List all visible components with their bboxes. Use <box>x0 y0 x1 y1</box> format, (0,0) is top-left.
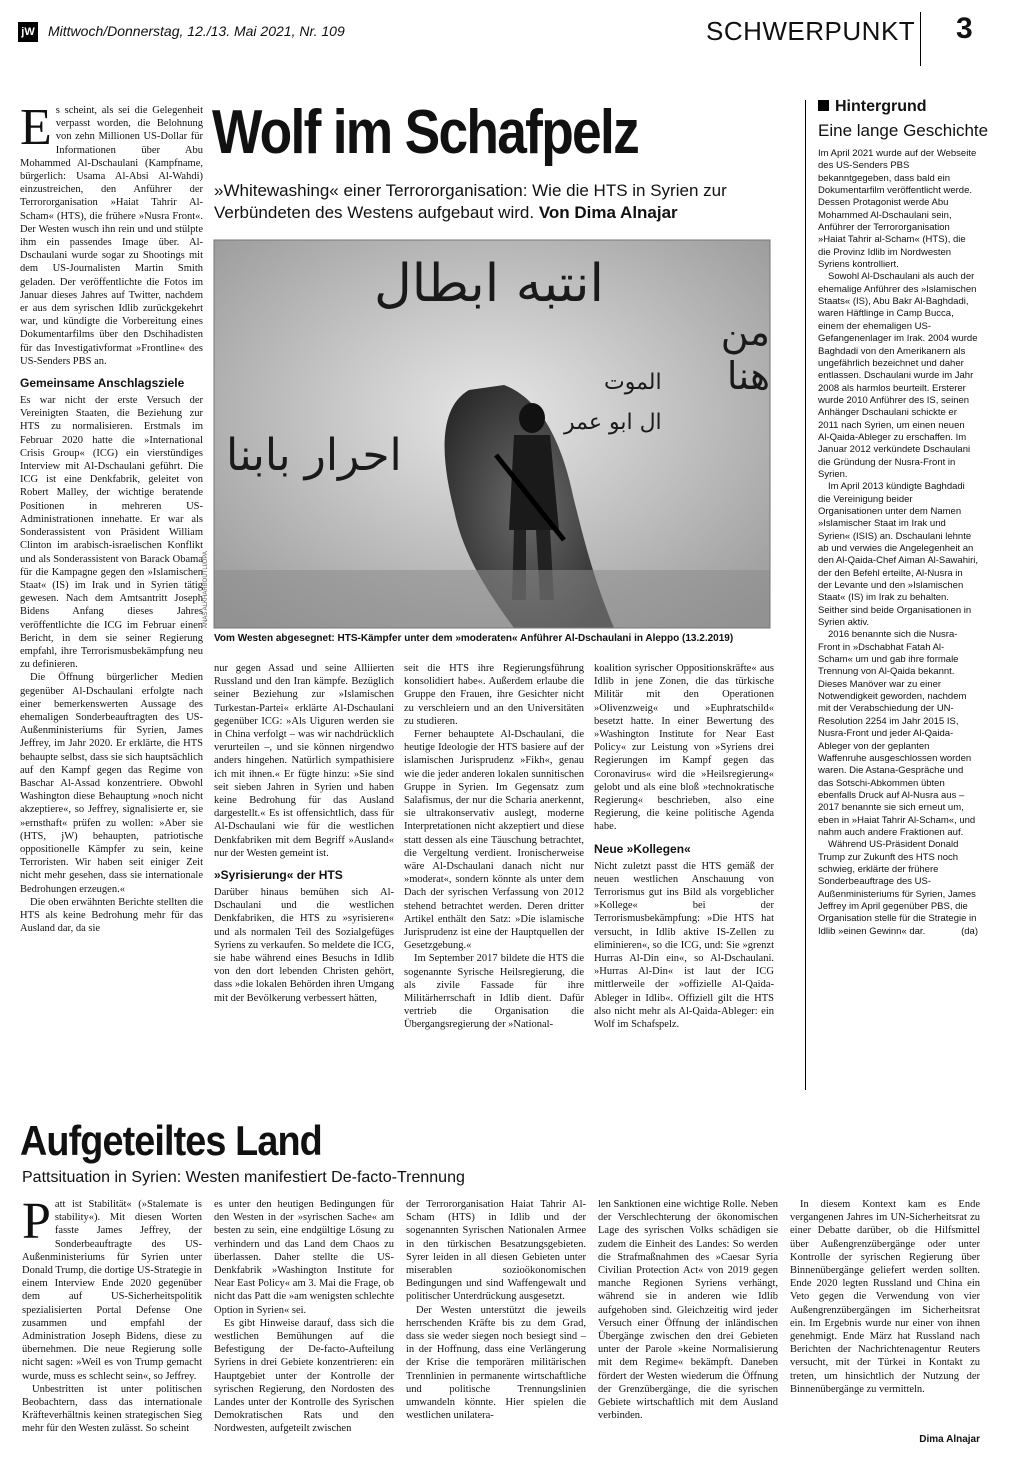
headline: Wolf im Schafpelz <box>212 98 639 167</box>
photo-caption: Vom Westen abgesegnet: HTS-Kämpfer unter dem »moderaten« Anführer Al-Dschaulani in Aleppo (13.2.2019) <box>214 633 734 644</box>
paragraph: Im April 2021 wurde auf der Webseite des US-Senders PBS bekanntgegeben, dass bald ein Dokumentarfilm veröffentlicht werde. Dessen Protagonist werde Abu Mohammed Al-Dschaulani sein, Anführer der Terrororganisation »Haiat Tahrir al-Scham« (HTS), die die Provinz Idlib im Nordwesten Syriens kontrolliert. <box>818 148 977 271</box>
sidebar-kicker-text: Hintergrund <box>835 98 927 115</box>
paragraph: Es gibt Hinweise darauf, dass sich die westlichen Bemühungen auf die Befestigung der De-facto-Aufteilung Syriens in drei Gebiete konzentrieren: ein Hauptgebiet unter der Kontrolle der syrischen Regierung, den Nordosten des Landes unter der Kontrolle des Syrischen Demokratischen Rats und den Nordwesten, aufgeteilt zwischen <box>214 1317 394 1435</box>
paragraph: koalition syrischer Oppositionskräfte« aus Idlib in jene Zonen, die das türkische Militär mit den Operationen »Olivenzweig« und »Euphratschild« besetzt hatte. In einer Bewertung des »Washington Institute for Near East Policy« zur Leistung von »Syriens drei Regierungen im Kampf gegen das Coronavirus« wird die »Heilsregierung« gelobt und als eine bloß »technokratische Regierung« beschrieben, also eine Regierung, die keine politische Agenda habe. <box>594 663 774 833</box>
paragraph: In diesem Kontext kam es Ende vergangenen Jahres im UN-Sicherheitsrat zu einer Debatte darüber, ob die Hilfsmittel über Außengrenzübergänge oder unter Kontrolle der syrischen Regierung über Binnenübergänge geliefert werden sollten. Ende 2020 legten Russland und China ein Veto gegen die Verwendung von vier Außengrenzübergängen im Sicherheitsrat ein. Im Ergebnis wurde nur einer von ihnen genehmigt. Ende März hat Russland nach Berichten der Nachrichtenagentur Reuters versucht, mit der Türkei in Kontakt zu treten, um hinsichtlich der Nutzung der Binnenübergänge zu vermitteln. <box>790 1199 980 1395</box>
section-label: SCHWERPUNKT <box>706 16 916 46</box>
paragraph: len Sanktionen eine wichtige Rolle. Neben der Verschlechterung der ökonomischen Lage des syrischen Volks schädigen sie zudem die Einheit des Landes: So werden die Strafmaßnahmen des »Caesar Syria Civilian Protection Act« von 2019 gegen manche Regionen Syriens verhängt, während sie in anderen wie Idlib aufgehoben sind. Gleichzeitig wird jeder Versuch einer Öffnung der inländischen Übergänge zwischen den drei Gebieten unter der Parole »keine Normalisierung mit dem Regime« bekämpft. Daneben fördert der Westen wiederum die Öffnung der Grenzübergänge, die die syrischen Gebiete wirtschaftlich mit dem Ausland verbinden. <box>598 1199 778 1422</box>
graffiti-line: احرار بابنا <box>226 430 402 481</box>
paragraph: Nicht zuletzt passt die HTS gemäß der neuen westlichen Anschauung von Terrorismus gut ins Bild als vorgeblicher »Kollege« bei der Terrorismusbekämpfung: »Die HTS hat versucht, in Idlib aktive IS-Zellen zu eliminieren«, so die ICG, und: Sie »grenzt Hurras Al-Din ein«, so Al-Dschaulani. »Hurras Al-Din« ist laut der ICG mittlerweile der »offizielle Al-Qaida-Ableger in Idlib«. Offiziell gilt die HTS also nicht mehr als Al-Qaida-Ableger: ein Wolf im Schafspelz. <box>594 860 774 1031</box>
article2-column-3 <box>406 1198 586 1423</box>
sidebar-title: Eine lange Geschichte <box>818 121 989 140</box>
sidebar-body <box>818 148 978 1082</box>
subheading: »Syrisierung« der HTS <box>214 868 343 883</box>
subheading: Neue »Kollegen« <box>594 841 691 856</box>
graffiti-line: من هنا <box>720 310 770 398</box>
article1-column-1 <box>20 99 203 1092</box>
graffiti-line: الموت <box>604 370 662 395</box>
square-bullet-icon <box>818 100 829 111</box>
article1-column-3 <box>404 662 584 1092</box>
paragraph: Die oben erwähnten Berichte stellten die HTS als keine Bedrohung mehr für das Ausland dar, da sie <box>20 896 203 935</box>
paragraph: seit die HTS ihre Regierungsführung konsolidiert habe«. Außerdem erlaube die Gruppe den Frauen, ihre Gesichter nicht zu verschleiern und an den Universitäten zu studieren. <box>404 663 584 727</box>
paragraph: der Terrororganisation Haiat Tahrir Al-Scham (HTS) in Idlib und der sogenannten Syrischen Nationalen Armee in den türkischen Besatzungsgebieten. Syrer leiden in all diesen Gebieten unter miserablen sozioökonomischen Bedingungen und sind Waffengewalt und politischer Unterdrückung ausgesetzt. <box>406 1199 586 1303</box>
article-photo <box>214 240 770 628</box>
article2-column-1 <box>22 1193 202 1435</box>
paragraph: Darüber hinaus bemühen sich Al-Dschaulani und die westlichen Denkfabriken, die HTS zu »syrisieren« und als normalen Teil des Sozialgefüges Syriens zu verkaufen. So meldete die ICG, sie habe während eines Besuchs in Idlib von den dort lebenden Christen gehört, dass »die lokalen Behörden ihren Umgang mit der Bevölkerung verbessert hätten, <box>214 887 394 1004</box>
article1-column-2 <box>214 662 394 1092</box>
paragraph: att ist Stabilität« (»Stalemate is stability«). Mit diesen Worten fasste James Jeffrey, der Sonderbeauftragte des US-Außenministeriums für Syrien unter Donald Trump, die dortige US-Strategie in einem Interview Ende 2020 gegenüber dem auf US-Sicherheitspolitik spezialisierten Portal Defense One zusammen und empfahl der Administration Joseph Bidens, diese zu übernehmen. Die neue Regierung solle nicht sagen: »Weil es von Trump gemacht wurde, muss es schlecht sein«, so Jeffrey. <box>22 1199 202 1382</box>
photo-credit: ANAS ALKHARBOUTLI/DPA <box>203 551 209 628</box>
paragraph: 2016 benannte sich die Nusra-Front in »Dschabhat Fatah Al-Scham« um und gab ihre formale Trennung von Al-Qaida bekannt. Dieses Manöver war zu einer Notwendigkeit geworden, nachdem mit der Verabschiedung der UN-Resolution 2254 im Jahr 2015 IS, Nusra-Front und jeder Al-Qaida-Ableger von der geplanten Waffenruhe ausgeschlossen worden waren. Die Astana-Gespräche und das Sotschi-Abkommen übten ebenfalls Druck auf Al-Nusra aus – 2017 benannte sie sich erneut um, eben in »Haiat Tahrir Al-Scham«, und nahm auch andere Fraktionen auf. <box>818 629 976 838</box>
paragraph <box>818 839 978 938</box>
masthead-logo: jW <box>18 22 38 42</box>
paragraph: Der Westen unterstützt die jeweils herrschenden Kräfte bis zu dem Grad, dass sie weder siegen noch besiegt sind – in der Hoffnung, dass eine Verlängerung der Krise die temporären militärischen Trennlinien in permanente wirtschaftliche und politische Trennungslinien umwandeln könnte. Hier spielen die westlichen unilatera- <box>406 1304 586 1422</box>
sidebar-signature: (da) <box>961 925 978 937</box>
byline: Dima Alnajar <box>919 1434 980 1445</box>
graffiti-line: انتبه ابطال <box>374 254 604 314</box>
paragraph: es unter den heutigen Bedingungen für den Westen in der »syrischen Sache« am besten zu sein, eine endgültige Lösung zu verhindern und das Land dem Chaos zu überlassen. Daher stellte die US-Denkfabrik »Washington Institute for Near East Policy« am 3. Mai die Frage, ob nicht das Patt die »am wenigsten schlechte Option in Syrien« sei. <box>214 1199 394 1316</box>
paragraph: Ferner behauptete Al-Dschaulani, die heutige Ideologie der HTS basiere auf der islamischen Jurisprudenz »Fikh«, genau wie die jeder anderen lokalen sunnitischen Gruppe in Syrien. Im Gegensatz zum Salafismus, der nur die Scharia anerkennt, sie ultrakonservativ auslegt, moderne Interpretationen nicht akzeptiert und diese statt dessen als eine Täuschung betrachtet, die Vergeltung verdient. Ironischerweise wäre Al-Dschaulani danach nicht nur »moderat«, sondern könnte als unter dem Dach der syrischen Verfassung von 2012 stehend betrachtet werden. Deren dritter Artikel enthält den Satz: »Die islamische Jurisprudenz ist eine der Hauptquellen der Gesetzgebung.« <box>404 729 584 952</box>
teaser-text: »Whitewashing« einer Terrororganisation: Wie die HTS in Syrien zur Verbündeten des Westens aufgebaut wird. <box>214 181 727 222</box>
paragraph: Im September 2017 bildete die HTS die sogenannte Syrische Heilsregierung, die als zivile Fassade für ihre Militärherrschaft in Idlib dient. Dafür vertrieb die Organisation die Übergangsregierung der »National- <box>404 953 584 1031</box>
headline: Aufgeteiltes Land <box>20 1117 322 1164</box>
byline: Von Dima Alnajar <box>538 203 678 222</box>
page-number: 3 <box>956 12 973 45</box>
sidebar-kicker <box>818 98 927 116</box>
teaser: Pattsituation in Syrien: Westen manifestiert De-facto-Trennung <box>22 1169 465 1186</box>
article1-column-4 <box>594 662 774 1092</box>
teaser <box>214 180 774 224</box>
dateline: Mittwoch/Donnerstag, 12./13. Mai 2021, Nr. 109 <box>48 23 345 39</box>
article2-column-5 <box>790 1198 980 1423</box>
paragraph-text: Während US-Präsident Donald Trump zur Zukunft des HTS noch schwieg, erklärte der frühere Sonderbeauftrage des US-Außenministeriums für Syrien, James Jeffrey im April gegenüber PBS, die Organisation stelle für die Strategie in Idlib »einen Gewinn« dar. <box>818 839 977 937</box>
dropcap: E <box>20 99 52 156</box>
paragraph: s scheint, als sei die Gelegenheit verpasst worden, die Belohnung von zehn Millionen US-Dollar für Informationen über Abu Mohammed Al-Dschaulani (Kampfname, bürgerlich: Usama Al-Absi Al-Wahdi) einzustreichen, den Anführer der Terrororganisation »Haiat Tahrir Al-Scham« (HTS), die frühere »Nusra Front«. Der Westen wusch ihn rein und und stülpte ihm ein passendes Image über. Al-Dschaulani wurde sogar zu Shootings mit dem US-Journalisten Martin Smith geladen. Der veröffentlichte die Fotos im Januar dieses Jahres auf Twitter, nachdem er aus dem syrischen Idlib zurückgekehrt war, und kündigte die Vorbereitung eines Dokumentarfilms über den Dschihadisten für das Investigativformat »Frontline« des US-Senders PBS an. <box>20 105 203 367</box>
sidebar-divider <box>805 100 806 1090</box>
subheading: Gemeinsame Anschlagsziele <box>20 376 185 391</box>
paragraph: nur gegen Assad und seine Alliierten Russland und den Iran kämpfe. Bezüglich seiner Beziehung zur »Islamischen Turkestan-Partei« erklärte Al-Dschaulani gegenüber ICG: »Als Uiguren werden sie in China verfolgt – was wir nachdrücklich verurteilen –, und sie können nirgendwo anders hingehen. Natürlich sympathisiere ich mit ihnen.« Er fügte hinzu: »Sie sind seit sieben Jahren in Syrien und haben keine Bedrohung für das Ausland dargestellt.« Es ist offensichtlich, dass für Al-Dschaulani wie für die westlichen Denkfabriken mit dem Begriff »Ausland« nur der Westen gemeint ist. <box>214 663 394 859</box>
article2-column-2 <box>214 1198 394 1435</box>
dropcap: P <box>22 1193 51 1250</box>
paragraph: Im April 2013 kündigte Baghdadi die Vereinigung beider Organisationen unter dem Namen »Islamischer Staat im Irak und Syrien« (ISIS) an. Dschaulani lehnte ab und verwies die Angelegenheit an den Al-Qaida-Chef Aiman Al-Sawahiri, der den Befehl erteilte, Al-Nusra in der Levante und den »Islamischen Staat« (IS) im Irak zu behalten. Seither sind beide Organisationen in Syrien aktiv. <box>818 481 978 629</box>
paragraph: Es war nicht der erste Versuch der Vereinigten Staaten, die Beziehung zur HTS zu normalisieren. Erstmals im Februar 2020 hatte die »International Crisis Group« (ICG) ein vierstündiges Interview mit Al-Dschaulani geführt. Die ICG ist eine Denkfabrik, geleitet von Robert Malley, der wichtige beratende Positionen in mehreren US-Administrationen innehatte. Er war als Sonderassistent von Präsident William Clinton im arabisch-israelischen Konflikt und als Sonderassistent von Barack Obama für die Kampagne gegen den »Islamischen Staat« (IS) im Irak und in Syrien tätig gewesen. Nach dem Amtsantritt Joseph Bidens Anfang dieses Jahres veröffentlichte die ICG im Februar einen Bericht, in dem sie seiner Regierung empfahl, ihre Terrorismusbekämpfung neu zu definieren. <box>20 395 203 671</box>
paragraph: Sowohl Al-Dschaulani als auch der ehemalige Anführer des »Islamischen Staats« (IS), Abu Bakr Al-Baghdadi, waren Häftlinge in Camp Bucca, einem der ehemaligen US-Gefangenenlager im Irak. 2004 wurde Baghdadi von den Amerikanern als ungefährlich bezeichnet und daher entlassen. Dschaulani wurde im Jahr 2008 als harmlos beurteilt. Ersterer wurde 2010 Anführer des IS, seinen Anhänger Dschaulani schickte er 2011 nach Syrien, um einen neuen Al-Qaida-Ableger zu erschaffen. Im Januar 2012 verkündete Dschaulani die Gründung der Nusra-Front in Syrien. <box>818 271 978 480</box>
graffiti-line: ال ابو عمر <box>564 410 662 435</box>
paragraph: Unbestritten ist unter politischen Beobachtern, dass das internationale Kräfteverhältnis keinen strategischen Sieg mehr für den Westen zulässt. So scheint <box>22 1383 202 1435</box>
paragraph: Die Öffnung bürgerlicher Medien gegenüber Al-Dschaulani erfolgte nach einer bemerkenswerten Aussage des ehemaligen Sonderbeauftragten des US-Außenministeriums für Syrien, James Jeffrey, im Jahr 2020. Er erklärte, die HTS behaupte selbst, dass sie sich hauptsächlich auf den Kampf gegen das Regime von Baschar Al-Assad konzentriere. Obwohl Washington diese Behauptung »noch nicht akzeptiere«, so Jeffrey, signalisierte er, sie »ernsthaft« prüfen zu wollen: »Aber sie (HTS, jW) behaupten, patriotische oppositionelle Kämpfer zu sein, keine Terroristen. Wir haben seit einiger Zeit nicht mehr gesehen, dass sie internationale Bedrohungen erzeugen.« <box>20 672 203 895</box>
header-divider <box>920 12 921 66</box>
article2-column-4 <box>598 1198 778 1423</box>
